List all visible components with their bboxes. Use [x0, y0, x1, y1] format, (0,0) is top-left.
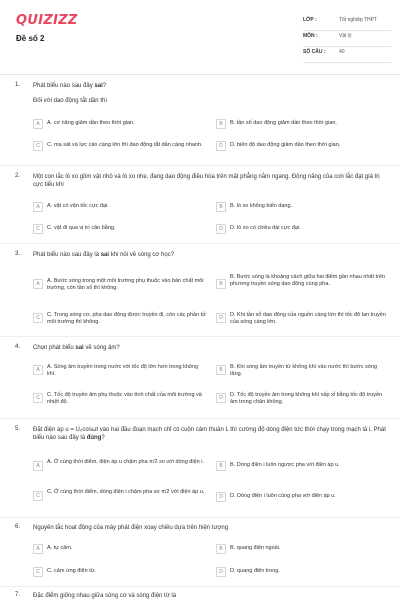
option-text: B. quang điện ngoài. [230, 545, 281, 551]
option-letter: C [33, 567, 43, 577]
option-letter: B [216, 202, 226, 212]
option-letter: A [33, 279, 43, 289]
option-text: D. quang điện trong. [230, 568, 280, 574]
option-letter: A [33, 365, 43, 375]
option-letter: C [33, 224, 43, 234]
meta-label: SỐ CÂU : [303, 49, 326, 55]
option-text: D. biên độ dao động giảm dần theo thời gian. [230, 142, 341, 148]
option-text: C. ma sát và lực cản càng lớn thì dao động tắt dần càng nhanh. [47, 142, 203, 148]
option-letter: B [216, 365, 226, 375]
option-text: A. vật có vận tốc cực đại. [47, 203, 109, 209]
option-letter: B [216, 461, 226, 471]
question-divider [0, 336, 400, 337]
exam-meta [303, 15, 391, 63]
question-text: Phát biểu nào sau đây là sai khi nói về sóng cơ học? [33, 252, 175, 258]
option-text: A. Bước sóng trong một môi trường phụ thuộc vào bản chất môi trường, còn tần số thì không. [47, 278, 204, 291]
option-letter: D [216, 141, 226, 151]
option-letter: C [33, 141, 43, 151]
quizizz-logo: QUIZIZZ [16, 13, 78, 28]
worksheet-header [0, 0, 400, 70]
option-text: B. Dòng điện i luôn ngược pha với điện áp u. [230, 462, 340, 468]
option-text: A. cơ năng giảm dần theo thời gian. [47, 120, 135, 126]
question-text: Phát biểu nào sau đây sai? [33, 83, 107, 89]
option-letter: B [216, 279, 226, 289]
option-letter: D [216, 492, 226, 502]
question-text: Một con lắc lò xo gồm vật nhỏ và lò xo nhẹ, đang dao động điều hòa trên mặt phẳng nằm ngang. Động năng của con lắc đạt giá trị cực tiểu khi [33, 174, 380, 188]
option-text: C. cảm ứng điện từ. [47, 568, 96, 574]
option-letter: C [33, 393, 43, 403]
option-text: D. lò xo có chiều dài cực đại. [230, 225, 301, 231]
option-text: B. tần số dao động giảm dần theo thời gian. [230, 120, 337, 126]
option-letter: D [216, 393, 226, 403]
option-text: D. Dòng điện i luôn cùng pha với điện áp u. [230, 493, 336, 499]
meta-row-count [303, 47, 391, 63]
option-text: C. vật đi qua vị trí cân bằng. [47, 225, 116, 231]
option-letter: C [33, 313, 43, 323]
option-text: B. Bước sóng là khoảng cách giữa hai điểm gần nhau nhất trên phương truyền sóng dao động cùng pha. [230, 274, 385, 287]
question-subtext: Đối với dao động tắt dần thì [33, 98, 107, 104]
option-letter: D [216, 224, 226, 234]
question-number: 2. [15, 173, 21, 179]
option-text: D. Khi tần số dao động của nguồn càng lớn thì tốc độ lan truyền của sóng càng lớn. [230, 312, 386, 325]
question-divider [0, 586, 400, 587]
option-letter: D [216, 313, 226, 323]
option-letter: A [33, 202, 43, 212]
question-number: 7. [15, 592, 21, 598]
option-letter: B [216, 544, 226, 554]
question-number: 1. [15, 82, 21, 88]
exam-title: Đề số 2 [16, 34, 45, 43]
option-text: A. tự cảm. [47, 545, 73, 551]
meta-value: Tốt nghiệp THPT [339, 17, 377, 23]
emphasis: sai [94, 83, 103, 89]
question-text: Đặt điện áp u = U₀cosωt vào hai đầu đoạn mạch chỉ có cuộn cảm thuần L thì cường độ dòng điện tức thời chạy trong mạch là i. Phát biểu nào sau đây là đúng? [33, 427, 386, 441]
option-letter: A [33, 461, 43, 471]
option-letter: A [33, 119, 43, 129]
meta-row-subject [303, 31, 391, 47]
meta-value: 40 [339, 49, 345, 55]
question-divider [0, 418, 400, 419]
emphasis: sai [75, 345, 84, 351]
option-text: A. Ở cùng thời điểm, điện áp u chậm pha π/2 so với dòng điện i. [47, 459, 204, 465]
question-number: 5. [15, 426, 21, 432]
meta-value: Vật lý [339, 33, 352, 39]
option-letter: C [33, 491, 43, 501]
question-number: 6. [15, 524, 21, 530]
question-text: Đặc điểm giống nhau giữa sóng cơ và sóng điện từ là [33, 593, 177, 599]
question-number: 4. [15, 344, 21, 350]
meta-row-class [303, 15, 391, 31]
option-text: C. Ở cùng thời điểm, dòng điện i chậm pha so π/2 với điện áp u. [47, 489, 205, 495]
emphasis: sai [100, 252, 110, 258]
option-text: D. Tốc độ truyền âm trong không khí xấp xỉ bằng tốc độ truyền âm trong chân không. [230, 392, 383, 405]
meta-label: MÔN : [303, 33, 318, 39]
question-text: Nguyên tắc hoạt động của máy phát điện xoay chiều dựa trên hiện tượng [33, 525, 229, 531]
option-text: B. Khi sóng âm truyền từ không khí vào nước thì bước sóng tăng. [230, 364, 377, 377]
option-letter: D [216, 567, 226, 577]
option-letter: A [33, 544, 43, 554]
question-divider [0, 243, 400, 244]
option-text: B. lò xo không biến dạng. [230, 203, 293, 209]
question-divider [0, 165, 400, 166]
meta-label: LỚP : [303, 17, 317, 23]
option-text: A. Sóng âm truyền trong nước với tốc độ lớn hơn trong không khí. [47, 364, 199, 377]
question-divider [0, 517, 400, 518]
question-number: 3. [15, 251, 21, 257]
question-text: Chọn phát biểu sai về sóng âm? [33, 345, 120, 351]
option-letter: B [216, 119, 226, 129]
header-divider [0, 74, 400, 75]
option-text: C. Tốc độ truyền âm phụ thuộc vào tính chất của môi trường và nhiệt độ. [47, 392, 202, 405]
option-text: C. Trong sóng cơ, pha dao động được truyền đi, còn các phần tử môi trường thì không. [47, 312, 206, 325]
emphasis: đúng [86, 435, 102, 441]
